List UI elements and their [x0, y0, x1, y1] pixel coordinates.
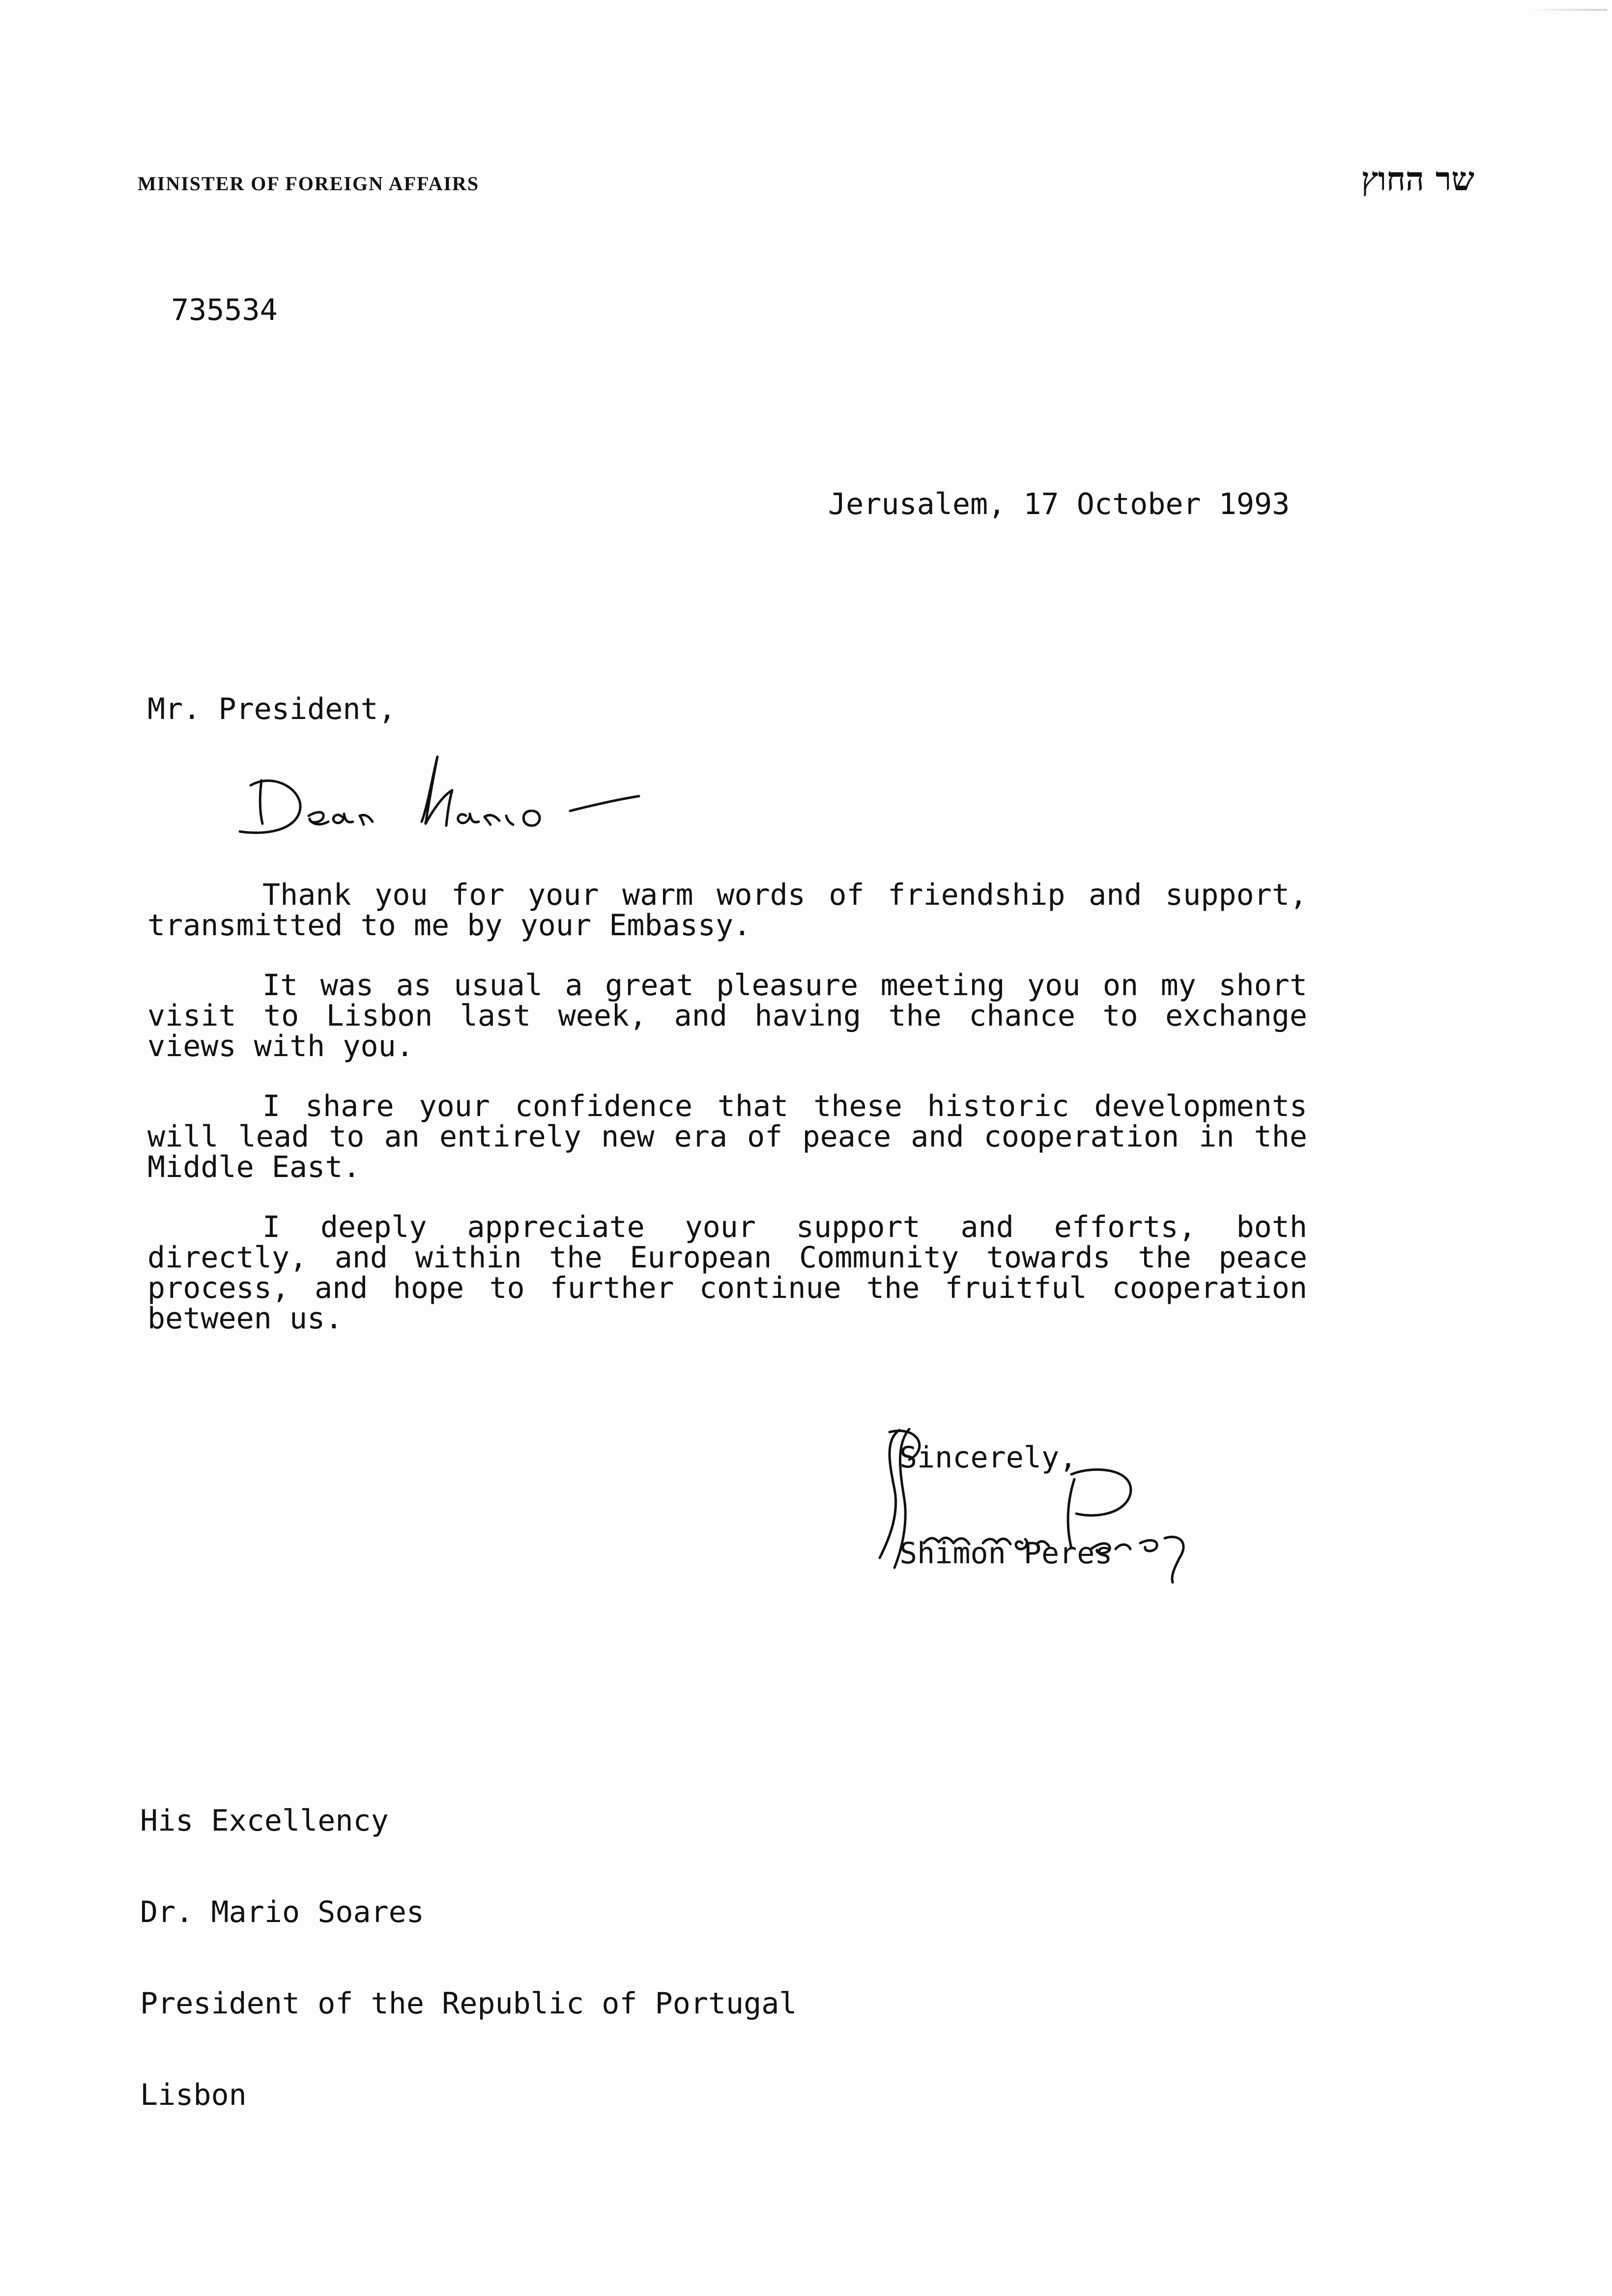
- letterhead-title-english: MINISTER OF FOREIGN AFFAIRS: [138, 172, 480, 195]
- body-paragraph: I deeply appreciate your support and efforts, both directly, and within the European Community towards the peace process, and hope to further continue the fruitful cooperation between us.: [147, 1210, 1307, 1336]
- addressee-line-city: Lisbon: [140, 2078, 247, 2112]
- body-paragraph: I share your confidence that these historic developments will lead to an entirely new era of peace and cooperation in the Middle East.: [147, 1089, 1307, 1184]
- body-paragraph: Thank you for your warm words of friendship and support, transmitted to me by your Embassy.: [147, 878, 1307, 943]
- letter-body: [147, 880, 1307, 1363]
- addressee-line-position: President of the Republic of Portugal: [140, 1986, 797, 2021]
- addressee-line-title: His Excellency: [140, 1804, 389, 1838]
- signer-name: Shimon Peres: [899, 1536, 1113, 1571]
- scan-corner-mark: [1528, 9, 1607, 11]
- handwriting-dear-mario: [231, 737, 683, 865]
- addressee-line-name: Dr. Mario Soares: [140, 1895, 424, 1929]
- addressee-block: [140, 1745, 797, 2171]
- closing: Sincerely,: [899, 1440, 1077, 1475]
- body-paragraph: It was as usual a great pleasure meeting you on my short visit to Lisbon last week, and having the chance to exchange views with you.: [147, 968, 1307, 1063]
- salutation: Mr. President,: [147, 692, 396, 726]
- letterhead-title-hebrew: שר החוץ: [1361, 160, 1474, 198]
- handwritten-salutation: [231, 737, 683, 867]
- reference-number: 735534: [171, 293, 278, 327]
- date-line: Jerusalem, 17 October 1993: [828, 487, 1290, 521]
